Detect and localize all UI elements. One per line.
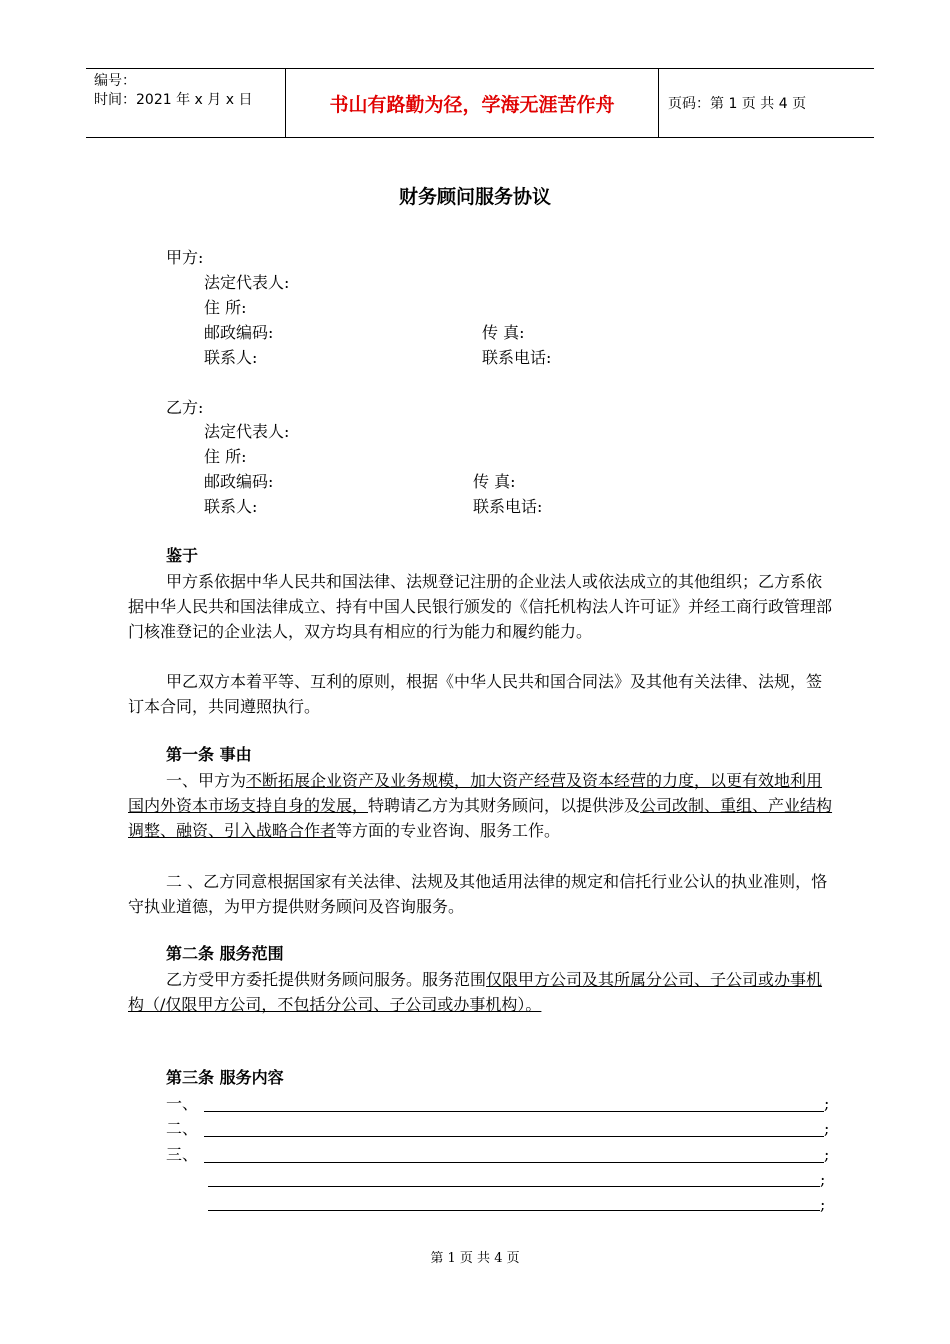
party-a-rep: 法定代表人:	[204, 273, 290, 292]
item-2-label: 二、	[166, 1119, 199, 1138]
party-a-zip: 邮政编码:	[204, 323, 274, 342]
fill-line	[204, 1162, 824, 1163]
underlined-text: 公司改制、重组、产业结构调整、融资、引入战略合作者	[128, 796, 833, 840]
whereas-para-2: 甲乙双方本着平等、互利的原则，根据《中华人民共和国合同法》及其他有关法律、法规，签订本合同，共同遵照执行。	[128, 672, 823, 716]
divider	[658, 69, 659, 137]
whereas-heading: 鉴于	[166, 546, 199, 565]
party-b-phone: 联系电话:	[473, 497, 543, 516]
semicolon: ;	[824, 1145, 830, 1164]
number-label: 编号：	[94, 73, 136, 89]
text-run: 等方面的专业咨询、服务工作。	[336, 821, 561, 840]
fill-line	[208, 1210, 820, 1211]
whereas-para-1: 甲方系依据中华人民共和国法律、法规登记注册的企业法人或依法成立的其他组织；乙方系依据中华人民共和国法律成立、持有中国人民银行颁发的《信托机构法人许可证》并经工商行政管理部门核准登记的企业法人，双方均具有相应的行为能力和履约能力。	[128, 572, 833, 641]
party-b-rep: 法定代表人:	[204, 422, 290, 441]
article-2-heading: 第二条 服务范围	[166, 944, 284, 963]
article-1-heading: 第一条 事由	[166, 745, 252, 764]
article-1-para-1	[128, 768, 836, 843]
semicolon: ;	[820, 1195, 826, 1214]
article-2-para	[128, 967, 836, 1017]
party-b-fax: 传 真:	[473, 472, 516, 491]
semicolon: ;	[824, 1094, 830, 1113]
text-run: 特聘请乙方为其财务顾问，以提供涉及	[368, 796, 641, 815]
fill-line	[208, 1186, 820, 1187]
page-footer: 第 1 页 共 4 页	[430, 1251, 520, 1266]
item-3-label: 三、	[166, 1145, 199, 1164]
header-meta	[86, 69, 285, 137]
underlined-text: 不断拓展企业资产及业务规模，加大资产经营及资本经营的力度，以更有效地利用国内外资本市场支持自身的发展，	[128, 771, 823, 815]
party-b-addr: 住 所:	[204, 447, 247, 466]
document-title: 财务顾问服务协议	[398, 186, 551, 208]
time-label: 时间：2021 年 x 月 x 日	[94, 92, 253, 108]
party-b-contact: 联系人:	[204, 497, 258, 516]
page-header	[86, 68, 874, 138]
party-a-phone: 联系电话:	[482, 348, 552, 367]
article-3-heading: 第三条 服务内容	[166, 1068, 284, 1087]
item-1-label: 一、	[166, 1094, 199, 1113]
underlined-text: 仅限甲方公司及其所属分公司、子公司或办事机构（/仅限甲方公司，不包括分公司、子公司或办事机构）。	[128, 970, 823, 1014]
party-b-label: 乙方:	[166, 398, 204, 417]
fill-line	[204, 1111, 824, 1112]
party-a-contact: 联系人:	[204, 348, 258, 367]
semicolon: ;	[820, 1170, 826, 1189]
party-a-addr: 住 所:	[204, 298, 247, 317]
text-run: 乙方受甲方委托提供财务顾问服务。服务范围	[166, 970, 487, 989]
party-a-label: 甲方:	[166, 248, 204, 267]
fill-line	[204, 1136, 824, 1137]
page-label: 页码：第 1 页 共 4 页	[668, 96, 807, 112]
text-run: 一、甲方为	[166, 771, 247, 790]
semicolon: ;	[824, 1119, 830, 1138]
party-b-zip: 邮政编码:	[204, 472, 274, 491]
motto: 书山有路勤为径，学海无涯苦作舟	[329, 93, 615, 116]
party-a-fax: 传 真:	[482, 323, 525, 342]
article-1-para-2: 二 、乙方同意根据国家有关法律、法规及其他适用法律的规定和信托行业公认的执业准则，恪守执业道德，为甲方提供财务顾问及咨询服务。	[128, 872, 828, 916]
